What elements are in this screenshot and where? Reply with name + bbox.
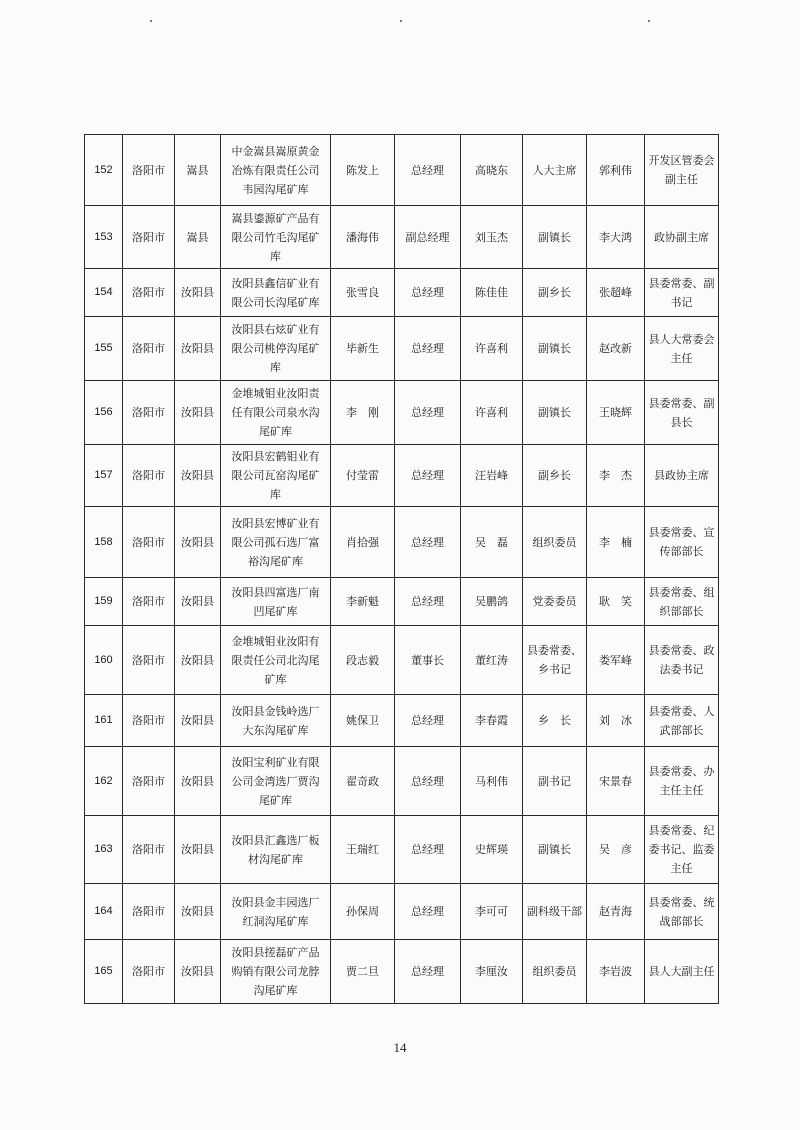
leader-title-cell: 县委常委、办主任主任 (645, 747, 719, 816)
leader-name-cell: 李大鸿 (587, 206, 645, 269)
county-cell: 汝阳县 (175, 695, 221, 747)
table-row (85, 507, 719, 578)
leader-title-cell: 县委常委、副县长 (645, 381, 719, 445)
company-cell: 汝阳县右炫矿业有限公司桃停沟尾矿库 (221, 317, 331, 381)
company-cell: 金堆城钼业汝阳有限责任公司北沟尾矿库 (221, 626, 331, 695)
county-cell: 汝阳县 (175, 445, 221, 507)
official-title-cell: 副镇长 (523, 206, 587, 269)
city-cell: 洛阳市 (123, 578, 175, 626)
company-cell: 汝阳县鑫信矿业有限公司长沟尾矿库 (221, 269, 331, 317)
owner-name-cell: 付莹雷 (331, 445, 395, 507)
city-cell: 洛阳市 (123, 940, 175, 1004)
leader-title-cell: 县人大常委会主任 (645, 317, 719, 381)
owner-name-cell: 段志毅 (331, 626, 395, 695)
table-row (85, 381, 719, 445)
owner-title-cell: 总经理 (395, 747, 461, 816)
official-title-cell: 党委委员 (523, 578, 587, 626)
owner-name-cell: 李新魁 (331, 578, 395, 626)
table-row (85, 747, 719, 816)
row-number: 152 (85, 135, 123, 206)
official-title-cell: 副科级干部 (523, 884, 587, 940)
table-row (85, 626, 719, 695)
official-name-cell: 史辉瑛 (461, 816, 523, 884)
owner-name-cell: 姚保卫 (331, 695, 395, 747)
table-row (85, 884, 719, 940)
owner-title-cell: 董事长 (395, 626, 461, 695)
row-number: 156 (85, 381, 123, 445)
county-cell: 汝阳县 (175, 884, 221, 940)
row-number: 158 (85, 507, 123, 578)
leader-title-cell: 县委常委、人武部部长 (645, 695, 719, 747)
table-row (85, 695, 719, 747)
owner-title-cell: 总经理 (395, 269, 461, 317)
owner-name-cell: 潘海伟 (331, 206, 395, 269)
leader-title-cell: 县委常委、纪委书记、监委主任 (645, 816, 719, 884)
official-name-cell: 吴鹏鸽 (461, 578, 523, 626)
company-cell: 汝阳县宏鹤钼业有限公司瓦窑沟尾矿库 (221, 445, 331, 507)
official-title-cell: 副镇长 (523, 317, 587, 381)
owner-title-cell: 总经理 (395, 695, 461, 747)
leader-name-cell: 娄军峰 (587, 626, 645, 695)
table-row (85, 317, 719, 381)
leader-name-cell: 李 杰 (587, 445, 645, 507)
company-cell: 金堆城钼业汝阳责任有限公司泉水沟尾矿库 (221, 381, 331, 445)
owner-name-cell: 毕新生 (331, 317, 395, 381)
owner-name-cell: 陈发上 (331, 135, 395, 206)
city-cell: 洛阳市 (123, 695, 175, 747)
city-cell: 洛阳市 (123, 135, 175, 206)
city-cell: 洛阳市 (123, 626, 175, 695)
leader-name-cell: 刘 冰 (587, 695, 645, 747)
company-cell: 嵩县鎏源矿产品有限公司竹毛沟尾矿库 (221, 206, 331, 269)
leader-title-cell: 县委常委、副书记 (645, 269, 719, 317)
city-cell: 洛阳市 (123, 816, 175, 884)
leader-title-cell: 政协副主席 (645, 206, 719, 269)
county-cell: 汝阳县 (175, 747, 221, 816)
county-cell: 汝阳县 (175, 269, 221, 317)
owner-name-cell: 张雪良 (331, 269, 395, 317)
county-cell: 汝阳县 (175, 626, 221, 695)
county-cell: 嵩县 (175, 206, 221, 269)
owner-title-cell: 总经理 (395, 317, 461, 381)
official-name-cell: 吴 磊 (461, 507, 523, 578)
city-cell: 洛阳市 (123, 381, 175, 445)
county-cell: 汝阳县 (175, 940, 221, 1004)
row-number: 157 (85, 445, 123, 507)
leader-name-cell: 李 楠 (587, 507, 645, 578)
leader-title-cell: 县委常委、政法委书记 (645, 626, 719, 695)
owner-name-cell: 孙保周 (331, 884, 395, 940)
owner-title-cell: 副总经理 (395, 206, 461, 269)
leader-title-cell: 县委常委、统战部部长 (645, 884, 719, 940)
table-row (85, 940, 719, 1004)
official-name-cell: 汪岩峰 (461, 445, 523, 507)
owner-name-cell: 肖拾强 (331, 507, 395, 578)
row-number: 163 (85, 816, 123, 884)
county-cell: 嵩县 (175, 135, 221, 206)
official-name-cell: 李春霞 (461, 695, 523, 747)
row-number: 153 (85, 206, 123, 269)
leader-name-cell: 赵青海 (587, 884, 645, 940)
official-title-cell: 副书记 (523, 747, 587, 816)
row-number: 164 (85, 884, 123, 940)
owner-title-cell: 总经理 (395, 884, 461, 940)
official-name-cell: 许喜利 (461, 317, 523, 381)
row-number: 165 (85, 940, 123, 1004)
row-number: 161 (85, 695, 123, 747)
county-cell: 汝阳县 (175, 317, 221, 381)
official-title-cell: 县委常委、乡书记 (523, 626, 587, 695)
owner-title-cell: 总经理 (395, 445, 461, 507)
official-name-cell: 高晓东 (461, 135, 523, 206)
leader-name-cell: 张超峰 (587, 269, 645, 317)
owner-name-cell: 翟奇政 (331, 747, 395, 816)
county-cell: 汝阳县 (175, 816, 221, 884)
table-row (85, 135, 719, 206)
table-row (85, 445, 719, 507)
leader-title-cell: 县委常委、组织部部长 (645, 578, 719, 626)
official-title-cell: 副镇长 (523, 816, 587, 884)
table-row (85, 206, 719, 269)
company-cell: 汝阳宝利矿业有限公司金湾选厂贾沟尾矿库 (221, 747, 331, 816)
official-title-cell: 人大主席 (523, 135, 587, 206)
city-cell: 洛阳市 (123, 747, 175, 816)
page-number: 14 (393, 1040, 407, 1055)
owner-name-cell: 贾二旦 (331, 940, 395, 1004)
row-number: 154 (85, 269, 123, 317)
official-title-cell: 副镇长 (523, 381, 587, 445)
table-row (85, 269, 719, 317)
city-cell: 洛阳市 (123, 269, 175, 317)
official-name-cell: 李可可 (461, 884, 523, 940)
leader-name-cell: 赵改新 (587, 317, 645, 381)
row-number: 155 (85, 317, 123, 381)
county-cell: 汝阳县 (175, 381, 221, 445)
city-cell: 洛阳市 (123, 206, 175, 269)
table-row (85, 816, 719, 884)
leader-title-cell: 县委常委、宣传部部长 (645, 507, 719, 578)
leader-name-cell: 宋景春 (587, 747, 645, 816)
table-row (85, 578, 719, 626)
city-cell: 洛阳市 (123, 317, 175, 381)
official-title-cell: 副乡长 (523, 269, 587, 317)
owner-title-cell: 总经理 (395, 940, 461, 1004)
company-cell: 汝阳县宏博矿业有限公司孤石选厂富裕沟尾矿库 (221, 507, 331, 578)
county-cell: 汝阳县 (175, 578, 221, 626)
city-cell: 洛阳市 (123, 884, 175, 940)
official-title-cell: 乡 长 (523, 695, 587, 747)
company-cell: 汝阳县汇鑫选厂板材沟尾矿库 (221, 816, 331, 884)
county-cell: 汝阳县 (175, 507, 221, 578)
official-title-cell: 组织委员 (523, 940, 587, 1004)
tailings-pond-responsibility-table (84, 134, 719, 1004)
official-name-cell: 李厘汝 (461, 940, 523, 1004)
row-number: 159 (85, 578, 123, 626)
leader-name-cell: 郭利伟 (587, 135, 645, 206)
company-cell: 汝阳县搓磊矿产品购销有限公司龙脖沟尾矿库 (221, 940, 331, 1004)
owner-title-cell: 总经理 (395, 816, 461, 884)
scan-speck (150, 20, 152, 22)
official-title-cell: 副乡长 (523, 445, 587, 507)
scan-speck (648, 20, 650, 22)
owner-name-cell: 王瑞红 (331, 816, 395, 884)
official-name-cell: 许喜利 (461, 381, 523, 445)
official-name-cell: 董红涛 (461, 626, 523, 695)
leader-title-cell: 县人大副主任 (645, 940, 719, 1004)
owner-title-cell: 总经理 (395, 578, 461, 626)
company-cell: 汝阳县四富选厂南凹尾矿库 (221, 578, 331, 626)
owner-title-cell: 总经理 (395, 135, 461, 206)
owner-title-cell: 总经理 (395, 381, 461, 445)
scan-speck (400, 20, 402, 22)
leader-name-cell: 王晓辉 (587, 381, 645, 445)
city-cell: 洛阳市 (123, 507, 175, 578)
owner-title-cell: 总经理 (395, 507, 461, 578)
official-name-cell: 陈佳佳 (461, 269, 523, 317)
company-cell: 中金嵩县嵩原黄金冶炼有限责任公司韦园沟尾矿库 (221, 135, 331, 206)
city-cell: 洛阳市 (123, 445, 175, 507)
row-number: 160 (85, 626, 123, 695)
leader-title-cell: 开发区管委会副主任 (645, 135, 719, 206)
leader-name-cell: 耿 笑 (587, 578, 645, 626)
official-name-cell: 马利伟 (461, 747, 523, 816)
company-cell: 汝阳县金钱岭选厂大东沟尾矿库 (221, 695, 331, 747)
row-number: 162 (85, 747, 123, 816)
leader-name-cell: 吴 彦 (587, 816, 645, 884)
leader-name-cell: 李岩波 (587, 940, 645, 1004)
official-name-cell: 刘玉杰 (461, 206, 523, 269)
leader-title-cell: 县政协主席 (645, 445, 719, 507)
table-body (85, 135, 719, 1004)
owner-name-cell: 李 刚 (331, 381, 395, 445)
official-title-cell: 组织委员 (523, 507, 587, 578)
company-cell: 汝阳县金丰园选厂红洞沟尾矿库 (221, 884, 331, 940)
